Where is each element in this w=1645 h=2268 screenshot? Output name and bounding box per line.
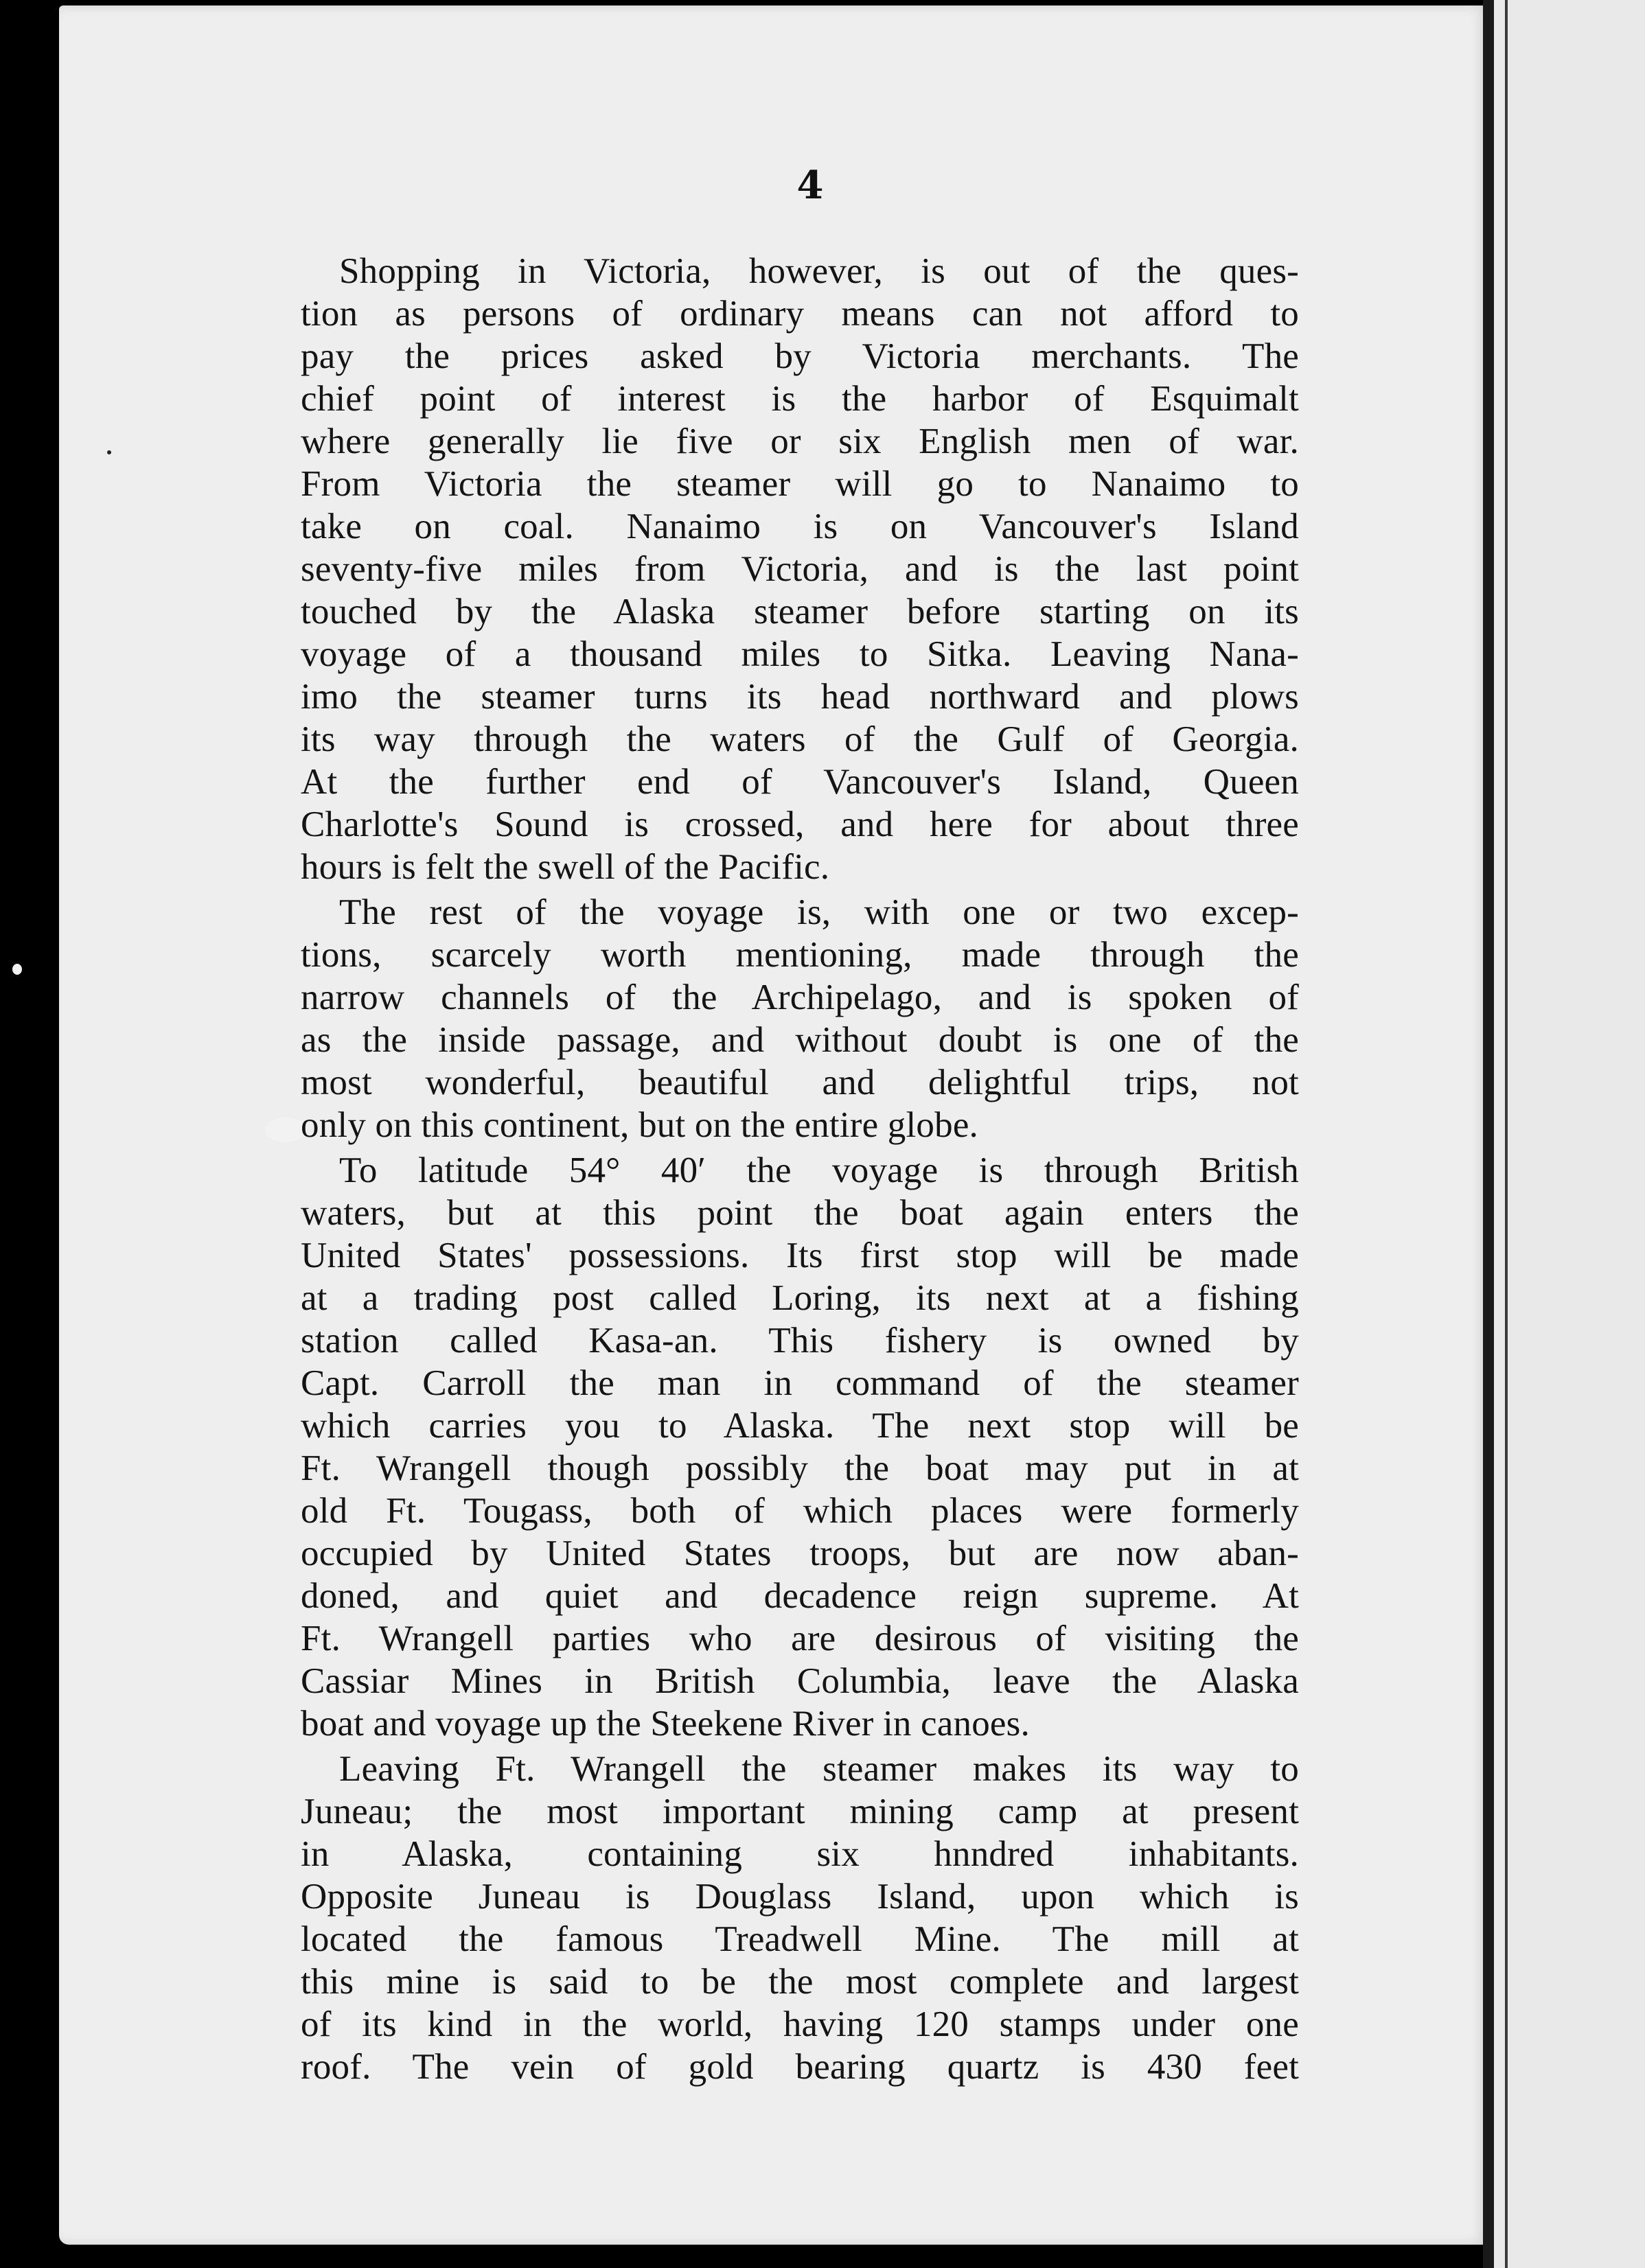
text-line: where generally lie five or six English men of war. xyxy=(301,421,1299,461)
next-page-edge xyxy=(1494,0,1645,2268)
text-line: The rest of the voyage is, with one or two excep- xyxy=(339,892,1299,932)
text-line: take on coal. Nanaimo is on Vancouver's Island xyxy=(301,507,1299,546)
text-line: old Ft. Tougass, both of which places were formerly xyxy=(301,1491,1299,1531)
body-text xyxy=(301,250,1299,2088)
text-line: station called Kasa-an. This fishery is owned by xyxy=(301,1321,1299,1361)
text-line: of its kind in the world, having 120 stamps under one xyxy=(301,2004,1299,2044)
text-line: From Victoria the steamer will go to Nanaimo to xyxy=(301,464,1299,504)
paper-speck xyxy=(107,450,111,454)
text-line: Charlotte's Sound is crossed, and here for about three xyxy=(301,805,1299,844)
text-line: this mine is said to be the most complete and largest xyxy=(301,1962,1299,2002)
paragraph xyxy=(301,1149,1299,1745)
text-line: its way through the waters of the Gulf of Georgia. xyxy=(301,719,1299,759)
scan-speck xyxy=(12,964,22,975)
text-line: voyage of a thousand miles to Sitka. Leaving Nana- xyxy=(301,634,1299,674)
text-line: Cassiar Mines in British Columbia, leave the Alaska xyxy=(301,1661,1299,1701)
text-line: touched by the Alaska steamer before starting on its xyxy=(301,592,1299,632)
text-line: Capt. Carroll the man in command of the steamer xyxy=(301,1363,1299,1403)
text-line: at a trading post called Loring, its next at a fishing xyxy=(301,1278,1299,1318)
page-fold-line xyxy=(1505,0,1508,2268)
text-line: which carries you to Alaska. The next stop will be xyxy=(301,1406,1299,1446)
paper-speck xyxy=(265,1118,306,1142)
text-line: as the inside passage, and without doubt is one of the xyxy=(301,1020,1299,1060)
text-line: Ft. Wrangell parties who are desirous of visiting the xyxy=(301,1619,1299,1658)
text-line: most wonderful, beautiful and delightful trips, not xyxy=(301,1063,1299,1102)
text-line: pay the prices asked by Victoria merchants. The xyxy=(301,336,1299,376)
text-line: seventy-five miles from Victoria, and is the last point xyxy=(301,549,1299,589)
text-line: occupied by United States troops, but are now aban- xyxy=(301,1534,1299,1573)
text-line: tions, scarcely worth mentioning, made through the xyxy=(301,935,1299,975)
text-line: in Alaska, containing six hnndred inhabitants. xyxy=(301,1834,1299,1874)
text-line: To latitude 54° 40′ the voyage is through British xyxy=(339,1150,1299,1190)
text-line: Leaving Ft. Wrangell the steamer makes its way to xyxy=(339,1749,1299,1789)
text-line: At the further end of Vancouver's Island, Queen xyxy=(301,762,1299,802)
text-line: boat and voyage up the Steekene River in canoes. xyxy=(301,1704,1030,1744)
text-line: Opposite Juneau is Douglass Island, upon which is xyxy=(301,1877,1299,1917)
text-line: located the famous Treadwell Mine. The mill at xyxy=(301,1919,1299,1959)
text-line: waters, but at this point the boat again enters the xyxy=(301,1193,1299,1233)
paragraph xyxy=(301,891,1299,1146)
text-line: roof. The vein of gold bearing quartz is 430 feet xyxy=(301,2047,1299,2087)
text-line: chief point of interest is the harbor of Esquimalt xyxy=(301,379,1299,419)
text-line: tion as persons of ordinary means can not afford to xyxy=(301,294,1299,334)
paragraph xyxy=(301,250,1299,888)
paragraph xyxy=(301,1748,1299,2088)
text-line: imo the steamer turns its head northward and plows xyxy=(301,677,1299,717)
text-line: United States' possessions. Its first stop will be made xyxy=(301,1236,1299,1275)
text-line: narrow channels of the Archipelago, and is spoken of xyxy=(301,977,1299,1017)
text-line: only on this continent, but on the entire globe. xyxy=(301,1105,978,1145)
text-line: Juneau; the most important mining camp at present xyxy=(301,1792,1299,1831)
page-number: 4 xyxy=(796,163,824,208)
text-line: Ft. Wrangell though possibly the boat may put in at xyxy=(301,1448,1299,1488)
text-line: doned, and quiet and decadence reign supreme. At xyxy=(301,1576,1299,1616)
text-line: Shopping in Victoria, however, is out of the ques- xyxy=(339,251,1299,291)
text-line: hours is felt the swell of the Pacific. xyxy=(301,847,830,887)
